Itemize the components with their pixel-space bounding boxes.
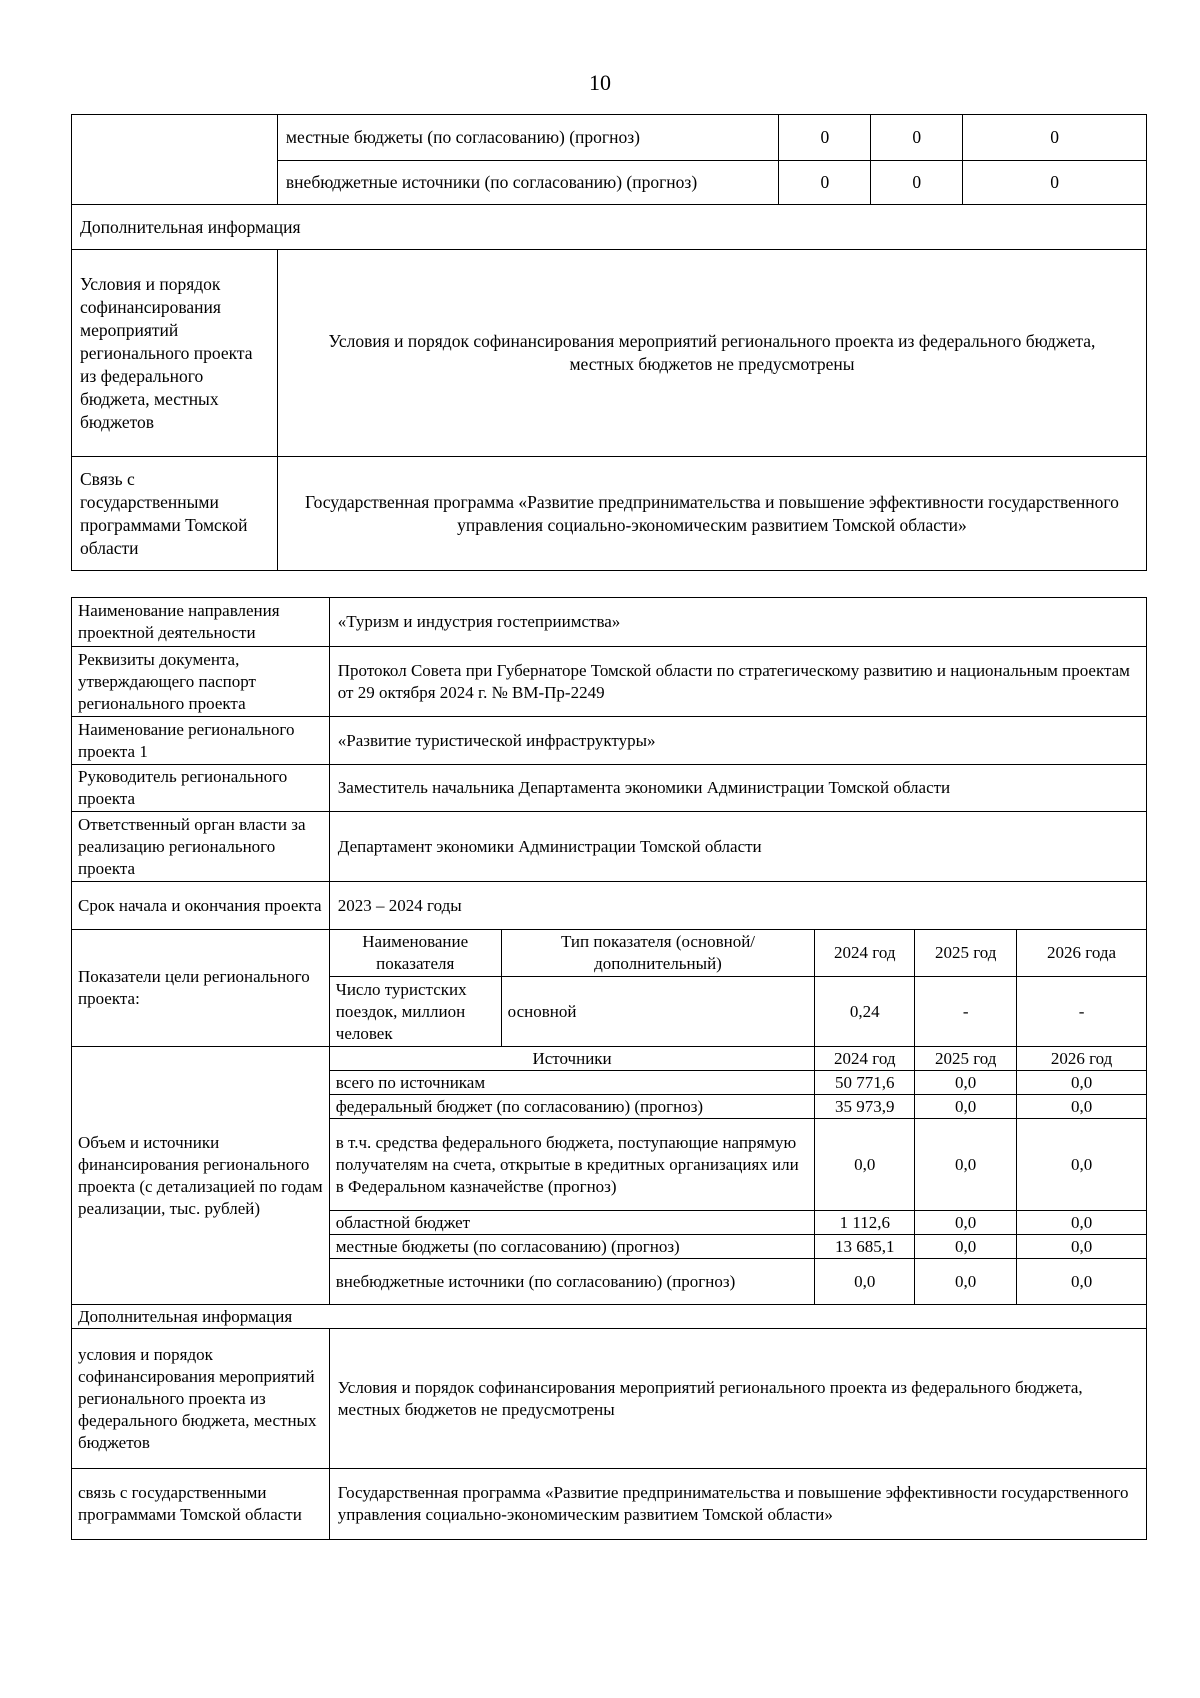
finance-source: местные бюджеты (по согласованию) (прогноз) xyxy=(329,1235,815,1259)
row-value: «Туризм и индустрия гостеприимства» xyxy=(329,598,1146,647)
table-row xyxy=(72,812,1147,882)
row-label: Условия и порядок софинансирования мероприятий регионального проекта из федерального бюджета, местных бюджетов xyxy=(72,250,278,457)
row-label: Ответственный орган власти за реализацию регионального проекта xyxy=(72,812,330,882)
row-label: условия и порядок софинансирования мероприятий регионального проекта из федерального бюджета, местных бюджетов xyxy=(72,1329,330,1469)
row-label: Объем и источники финансирования регионального проекта (с детализацией по годам реализации, тыс. рублей) xyxy=(72,1047,330,1305)
finance-value: 0,0 xyxy=(915,1119,1017,1211)
finance-value: 0,0 xyxy=(915,1259,1017,1305)
finance-value: 0,0 xyxy=(815,1119,915,1211)
finance-value: 0,0 xyxy=(1017,1071,1147,1095)
table-row xyxy=(72,1305,1147,1329)
row-label: связь с государственными программами Томской области xyxy=(72,1469,330,1540)
value-cell: 0 xyxy=(963,161,1147,205)
value-cell: 0 xyxy=(963,115,1147,161)
source-cell: внебюджетные источники (по согласованию) (прогноз) xyxy=(277,161,778,205)
finance-value: 0,0 xyxy=(915,1211,1017,1235)
column-header: Источники xyxy=(329,1047,815,1071)
table-row xyxy=(72,1469,1147,1540)
row-value: Протокол Совета при Губернаторе Томской области по стратегическому развитию и национальным проектам от 29 октября 2024 г. № ВМ-Пр-2249 xyxy=(329,647,1146,717)
column-header: 2025 год xyxy=(915,930,1017,977)
value-cell: 0 xyxy=(779,161,871,205)
indicator-value: - xyxy=(1017,977,1147,1047)
finance-value: 50 771,6 xyxy=(815,1071,915,1095)
finance-value: 0,0 xyxy=(1017,1119,1147,1211)
finance-value: 0,0 xyxy=(1017,1095,1147,1119)
finance-source: федеральный бюджет (по согласованию) (прогноз) xyxy=(329,1095,815,1119)
indicator-name: Число туристских поездок, миллион человек xyxy=(329,977,501,1047)
row-label: Срок начала и окончания проекта xyxy=(72,882,330,930)
row-value: 2023 – 2024 годы xyxy=(329,882,1146,930)
table-row xyxy=(72,765,1147,812)
indicator-value: 0,24 xyxy=(815,977,915,1047)
value-cell: 0 xyxy=(871,115,963,161)
row-value: Условия и порядок софинансирования мероприятий регионального проекта из федерального бюджета, местных бюджетов не предусмотрены xyxy=(277,250,1146,457)
row-label: Наименование регионального проекта 1 xyxy=(72,717,330,765)
table-row xyxy=(72,598,1147,647)
column-header: 2025 год xyxy=(915,1047,1017,1071)
row-value: Государственная программа «Развитие предпринимательства и повышение эффективности государственного управления социально-экономическим развитием Томской области» xyxy=(329,1469,1146,1540)
section-heading: Дополнительная информация xyxy=(72,205,1147,250)
value-cell: 0 xyxy=(779,115,871,161)
finance-value: 13 685,1 xyxy=(815,1235,915,1259)
section-heading: Дополнительная информация xyxy=(72,1305,1147,1329)
table-row xyxy=(72,205,1147,250)
finance-header-row xyxy=(72,1047,1147,1071)
indicator-type: основной xyxy=(501,977,815,1047)
table-row xyxy=(72,1329,1147,1469)
finance-value: 0,0 xyxy=(1017,1259,1147,1305)
table-row xyxy=(72,457,1147,571)
row-value: Заместитель начальника Департамента экономики Администрации Томской области xyxy=(329,765,1146,812)
row-label: Наименование направления проектной деятельности xyxy=(72,598,330,647)
finance-source: всего по источникам xyxy=(329,1071,815,1095)
finance-value: 1 112,6 xyxy=(815,1211,915,1235)
source-cell: местные бюджеты (по согласованию) (прогноз) xyxy=(277,115,778,161)
finance-value: 0,0 xyxy=(1017,1211,1147,1235)
finance-source: внебюджетные источники (по согласованию) (прогноз) xyxy=(329,1259,815,1305)
column-header: 2024 год xyxy=(815,1047,915,1071)
table-row xyxy=(72,647,1147,717)
continuation-table xyxy=(71,114,1147,571)
row-label: Связь с государственными программами Томской области xyxy=(72,457,278,571)
column-header: 2024 год xyxy=(815,930,915,977)
table-row xyxy=(72,250,1147,457)
table-row xyxy=(72,882,1147,930)
table-row xyxy=(72,717,1147,765)
row-label: Реквизиты документа, утверждающего паспорт регионального проекта xyxy=(72,647,330,717)
finance-value: 35 973,9 xyxy=(815,1095,915,1119)
column-header: 2026 года xyxy=(1017,930,1147,977)
finance-source: областной бюджет xyxy=(329,1211,815,1235)
column-header: 2026 год xyxy=(1017,1047,1147,1071)
finance-value: 0,0 xyxy=(1017,1235,1147,1259)
finance-value: 0,0 xyxy=(815,1259,915,1305)
finance-source: в т.ч. средства федерального бюджета, поступающие напрямую получателям на счета, открытые в кредитных организациях или в Федеральном казначействе (прогноз) xyxy=(329,1119,815,1211)
row-value: Условия и порядок софинансирования мероприятий регионального проекта из федерального бюджета, местных бюджетов не предусмотрены xyxy=(329,1329,1146,1469)
value-cell: 0 xyxy=(871,161,963,205)
row-label: Показатели цели регионального проекта: xyxy=(72,930,330,1047)
finance-value: 0,0 xyxy=(915,1071,1017,1095)
indicator-value: - xyxy=(915,977,1017,1047)
column-header: Тип показателя (основной/ дополнительный) xyxy=(501,930,815,977)
page-number: 10 xyxy=(589,70,611,95)
row-value: Департамент экономики Администрации Томской области xyxy=(329,812,1146,882)
indicators-header-row xyxy=(72,930,1147,977)
column-header: Наименование показателя xyxy=(329,930,501,977)
row-label: Руководитель регионального проекта xyxy=(72,765,330,812)
empty-cell xyxy=(72,115,278,205)
row-value: «Развитие туристической инфраструктуры» xyxy=(329,717,1146,765)
row-value: Государственная программа «Развитие предпринимательства и повышение эффективности государственного управления социально-экономическим развитием Томской области» xyxy=(277,457,1146,571)
finance-value: 0,0 xyxy=(915,1235,1017,1259)
table-row xyxy=(72,115,1147,161)
project-passport-table xyxy=(71,597,1147,1540)
finance-value: 0,0 xyxy=(915,1095,1017,1119)
